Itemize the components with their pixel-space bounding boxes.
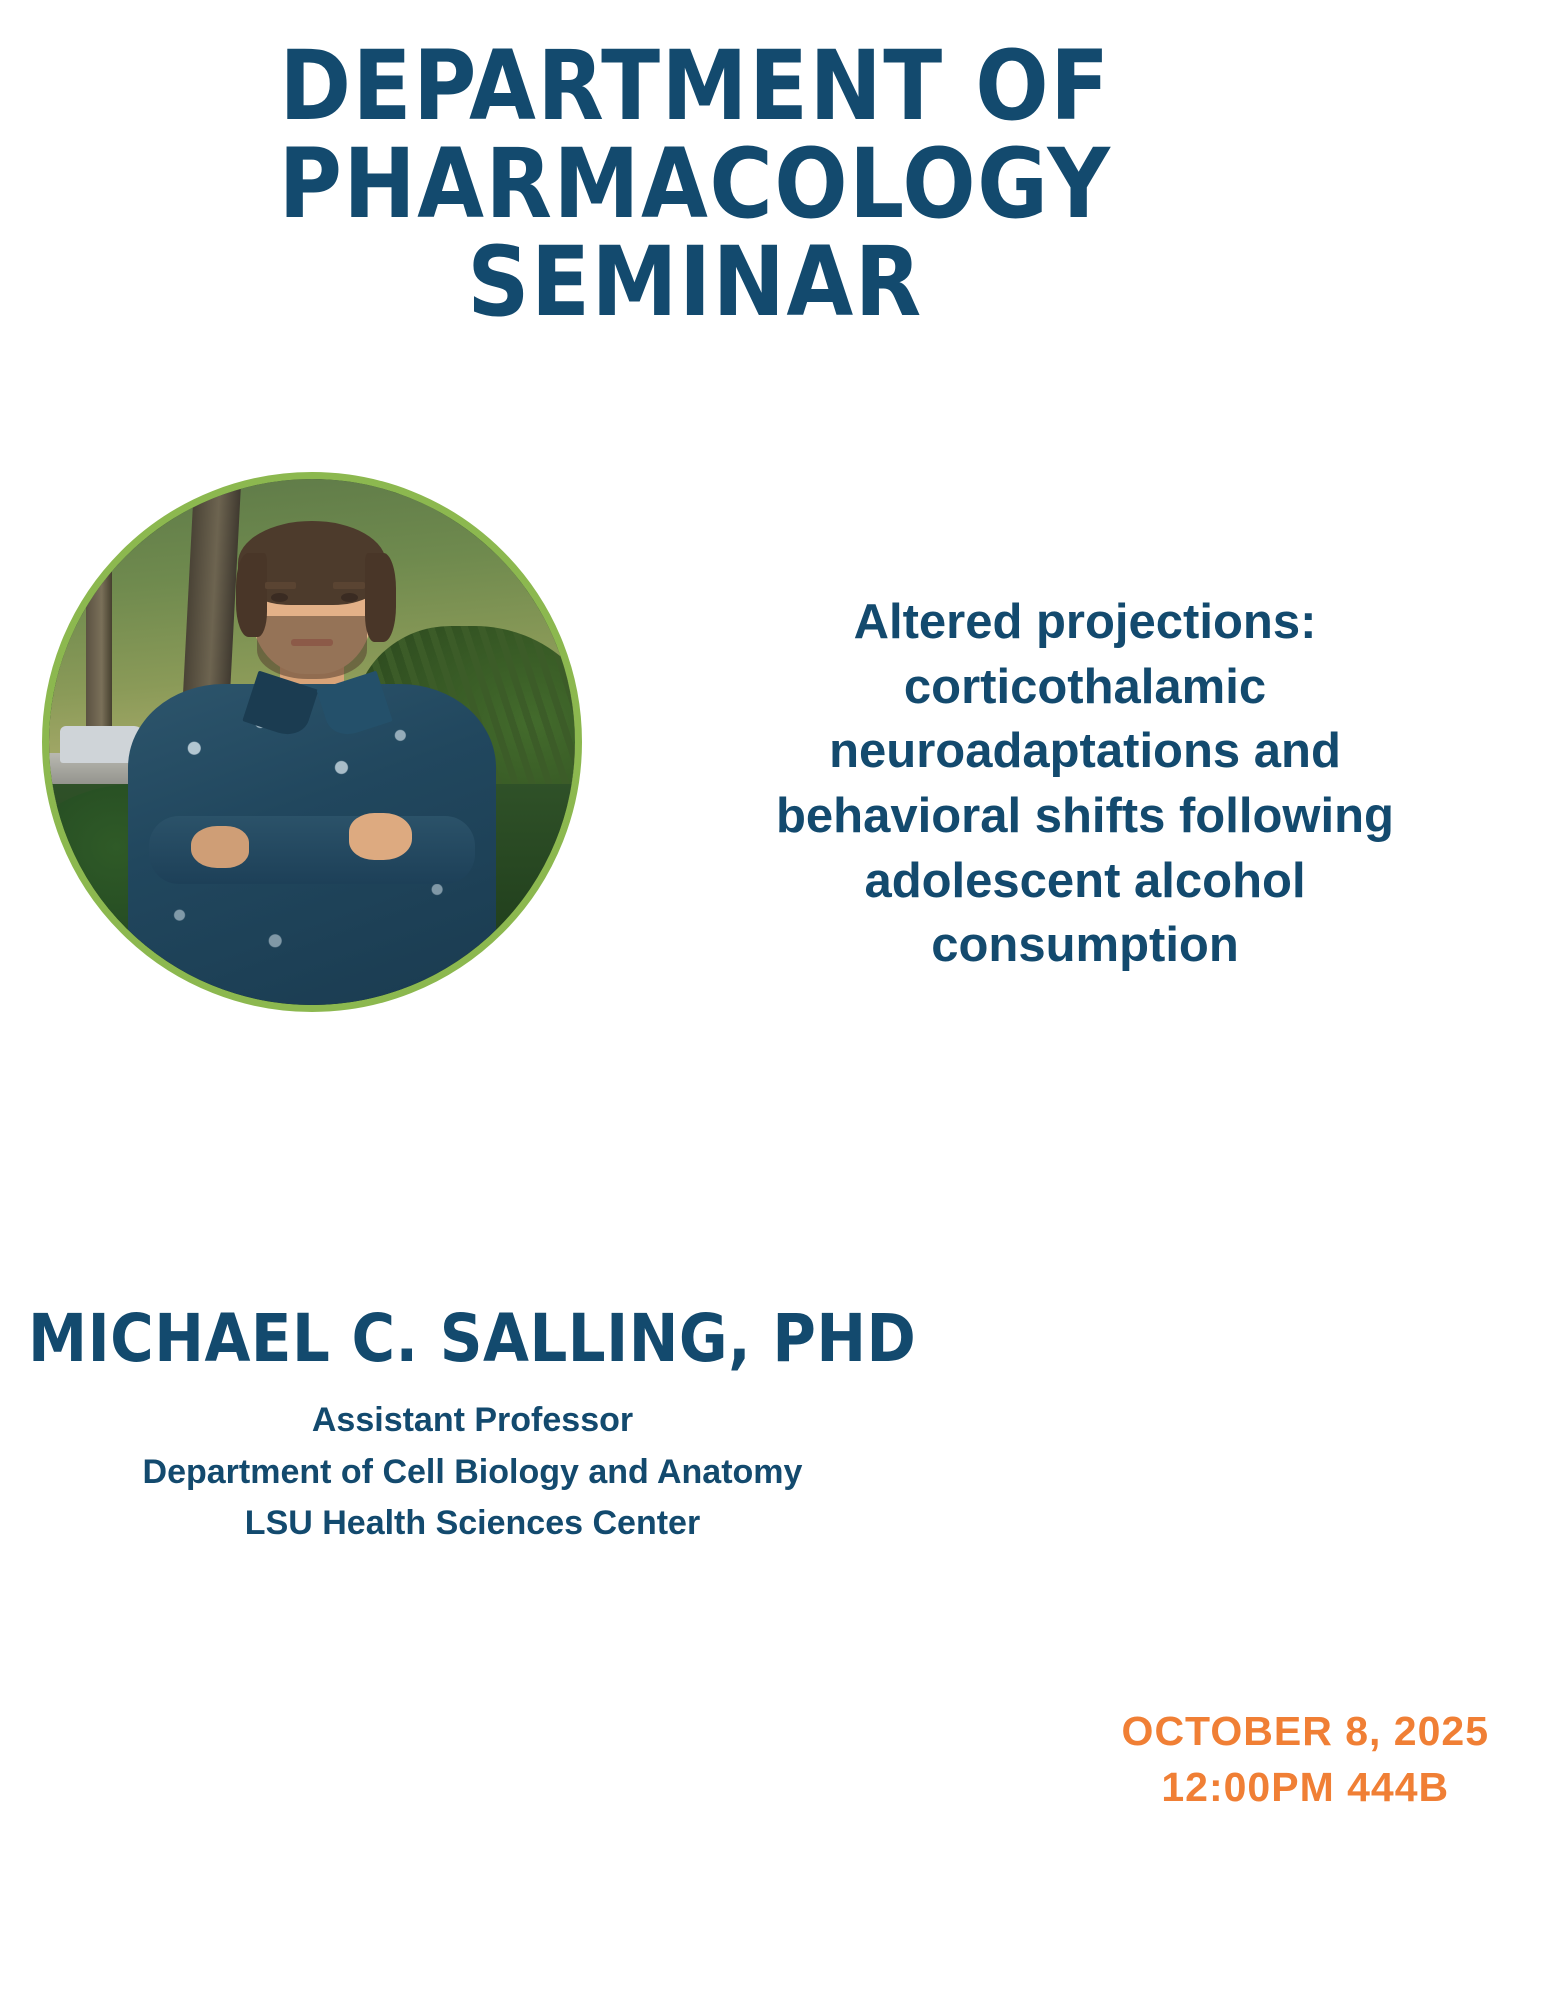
- title-line-2: PHARMACOLOGY: [278, 127, 1112, 240]
- page-title: [150, 30, 1240, 338]
- speaker-department: Department of Cell Biology and Anatomy: [142, 1452, 803, 1491]
- title-line-1: DEPARTMENT OF: [279, 30, 1111, 142]
- title-line-3: SEMINAR: [467, 225, 923, 338]
- photo-person-eyebrow-left: [265, 582, 297, 589]
- speaker-name: MICHAEL C. SALLING, PHD: [28, 1300, 917, 1377]
- photo-tree-trunk-left: [86, 479, 112, 753]
- speaker-photo-image: [49, 479, 575, 1005]
- event-date: OCTOBER 8, 2025: [1121, 1708, 1489, 1755]
- event-time-location: 12:00PM 444B: [1161, 1763, 1450, 1810]
- photo-person-hair-left: [236, 553, 268, 637]
- photo-person-mouth: [291, 639, 333, 645]
- photo-person-eyebrow-right: [333, 582, 365, 589]
- photo-person-hand-right: [191, 826, 249, 868]
- background-white-bottom-edge: [0, 1972, 1545, 2000]
- photo-person-eye-left: [271, 593, 288, 602]
- speaker-affiliation: [0, 1395, 945, 1550]
- speaker-photo: [42, 472, 582, 1012]
- speaker-institution: LSU Health Sciences Center: [244, 1504, 701, 1543]
- photo-person-hair-right: [365, 553, 397, 642]
- photo-person-hand-left: [349, 813, 412, 860]
- event-details: [1122, 1704, 1489, 1815]
- speaker-role: Assistant Professor: [311, 1401, 634, 1439]
- talk-title: Altered projections: corticothalamic neuroadaptations and behavioral shifts following adolescent alcohol consumption: [775, 595, 1394, 973]
- photo-person-beard: [257, 616, 367, 679]
